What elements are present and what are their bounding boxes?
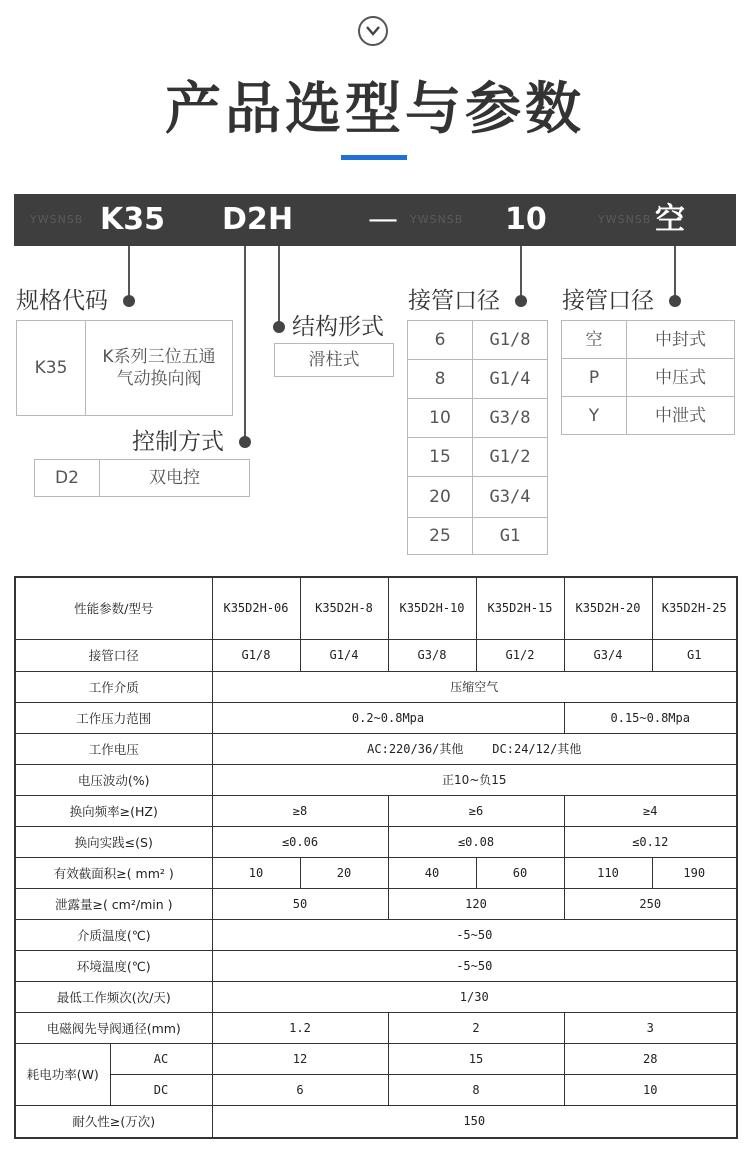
table-cell: 0.2~0.8Mpa bbox=[212, 702, 564, 733]
table-row bbox=[15, 639, 737, 671]
control-mode-label: 控制方式 bbox=[132, 429, 224, 455]
table-row bbox=[15, 1074, 737, 1105]
port-size-row bbox=[408, 321, 547, 359]
page-title: 产品选型与参数 bbox=[165, 77, 585, 142]
port-code: 20 bbox=[429, 487, 451, 507]
port-thread: G1/2 bbox=[472, 438, 547, 476]
row-label: 有效截面积≥( mm² ) bbox=[15, 857, 212, 888]
table-cell: ≤0.06 bbox=[212, 826, 388, 857]
port-code: 15 bbox=[429, 447, 451, 467]
structure-box bbox=[274, 343, 394, 377]
table-cell: -5~50 bbox=[212, 950, 737, 981]
spec-code-desc-line: K系列三位五通 bbox=[102, 347, 216, 367]
control-mode-box bbox=[34, 459, 250, 497]
port-size-row bbox=[408, 398, 547, 437]
table-cell: 150 bbox=[212, 1105, 737, 1138]
table-row bbox=[15, 795, 737, 826]
table-cell: 压缩空气 bbox=[212, 671, 737, 702]
table-cell: 10 bbox=[212, 857, 300, 888]
center-code: Y bbox=[588, 405, 600, 426]
table-row bbox=[15, 1105, 737, 1138]
table-cell: -5~50 bbox=[212, 919, 737, 950]
center-code: 空 bbox=[585, 329, 603, 350]
port-thread: G3/4 bbox=[472, 477, 547, 517]
row-label: 耐久性≥(万次) bbox=[15, 1105, 212, 1138]
connector-line bbox=[674, 246, 676, 301]
bullet-dot bbox=[123, 295, 135, 307]
table-cell: 50 bbox=[212, 888, 388, 919]
center-value: 中压式 bbox=[626, 359, 734, 396]
table-row bbox=[15, 919, 737, 950]
model-cell: K35D2H-25 bbox=[652, 577, 737, 639]
spec-table bbox=[14, 576, 738, 1139]
table-cell: G1/4 bbox=[300, 639, 388, 671]
table-row bbox=[15, 981, 737, 1012]
table-cell: 40 bbox=[388, 857, 476, 888]
structure-label: 结构形式 bbox=[292, 314, 384, 340]
row-label: 工作电压 bbox=[15, 733, 212, 764]
row-label: 环境温度(℃) bbox=[15, 950, 212, 981]
table-cell: 10 bbox=[564, 1074, 737, 1105]
port-size-row bbox=[408, 359, 547, 398]
table-row bbox=[15, 888, 737, 919]
row-label: 介质温度(℃) bbox=[15, 919, 212, 950]
structure-value: 滑柱式 bbox=[308, 350, 360, 370]
table-cell: AC:220/36/其他 DC:24/12/其他 bbox=[212, 733, 737, 764]
table-cell: 28 bbox=[564, 1043, 737, 1074]
table-row bbox=[15, 671, 737, 702]
scroll-down-button[interactable] bbox=[358, 16, 388, 46]
port-thread: G1/4 bbox=[472, 360, 547, 398]
control-mode-code: D2 bbox=[55, 468, 79, 488]
port-thread: G1/8 bbox=[472, 321, 547, 359]
table-row bbox=[15, 764, 737, 795]
bullet-dot bbox=[515, 295, 527, 307]
code-structure: H bbox=[268, 202, 294, 237]
row-label: 电磁阀先导阀通径(mm) bbox=[15, 1012, 212, 1043]
spec-code-value: K35 bbox=[34, 358, 68, 378]
table-cell: 8 bbox=[388, 1074, 564, 1105]
center-function-table bbox=[561, 320, 735, 435]
table-cell: G1 bbox=[652, 639, 737, 671]
table-row bbox=[15, 826, 737, 857]
sub-label: AC bbox=[110, 1043, 212, 1074]
table-cell: 正10~负15 bbox=[212, 764, 737, 795]
table-cell: 190 bbox=[652, 857, 737, 888]
center-function-row bbox=[562, 321, 734, 358]
code-port: 10 bbox=[505, 202, 547, 237]
port-size-row bbox=[408, 437, 547, 476]
table-cell: 120 bbox=[388, 888, 564, 919]
row-label: 接管口径 bbox=[15, 639, 212, 671]
bullet-dot bbox=[273, 321, 285, 333]
center-function-label: 接管口径 bbox=[562, 288, 654, 314]
table-cell: 1.2 bbox=[212, 1012, 388, 1043]
table-row bbox=[15, 1043, 737, 1074]
table-cell: 110 bbox=[564, 857, 652, 888]
table-cell: 60 bbox=[476, 857, 564, 888]
title-underline bbox=[341, 155, 407, 160]
table-cell: 12 bbox=[212, 1043, 388, 1074]
row-label: 最低工作频次(次/天) bbox=[15, 981, 212, 1012]
table-header-label: 性能参数/型号 bbox=[15, 577, 212, 639]
code-center: 空 bbox=[655, 202, 685, 237]
model-cell: K35D2H-20 bbox=[564, 577, 652, 639]
table-cell: ≤0.08 bbox=[388, 826, 564, 857]
connector-line bbox=[278, 246, 280, 326]
code-dash: — bbox=[368, 202, 398, 237]
table-cell: G3/4 bbox=[564, 639, 652, 671]
center-function-row bbox=[562, 358, 734, 396]
row-label: 换向频率≥(HZ) bbox=[15, 795, 212, 826]
table-cell: G1/2 bbox=[476, 639, 564, 671]
table-cell: ≤0.12 bbox=[564, 826, 737, 857]
table-cell: ≥8 bbox=[212, 795, 388, 826]
row-label: 工作压力范围 bbox=[15, 702, 212, 733]
table-cell: 3 bbox=[564, 1012, 737, 1043]
code-series: K35 bbox=[100, 202, 165, 237]
bullet-dot bbox=[669, 295, 681, 307]
port-code: 8 bbox=[434, 369, 446, 389]
spec-code-desc-line: 气动换向阀 bbox=[116, 369, 202, 389]
spec-code-box bbox=[16, 320, 233, 416]
spec-code-desc bbox=[85, 321, 232, 415]
connector-line bbox=[244, 246, 246, 441]
table-cell: 15 bbox=[388, 1043, 564, 1074]
table-row bbox=[15, 857, 737, 888]
port-thread: G3/8 bbox=[472, 399, 547, 437]
center-function-row bbox=[562, 396, 734, 434]
table-row bbox=[15, 733, 737, 764]
connector-line bbox=[128, 246, 130, 301]
port-thread: G1 bbox=[472, 518, 547, 554]
watermark: YWSNSB bbox=[598, 213, 652, 226]
model-cell: K35D2H-06 bbox=[212, 577, 300, 639]
code-control: D2 bbox=[222, 202, 268, 237]
table-row bbox=[15, 702, 737, 733]
spec-code-label: 规格代码 bbox=[16, 288, 108, 314]
table-cell: 250 bbox=[564, 888, 737, 919]
center-code: P bbox=[588, 367, 600, 388]
row-label: 电压波动(%) bbox=[15, 764, 212, 795]
connector-line bbox=[520, 246, 522, 301]
table-cell: 6 bbox=[212, 1074, 388, 1105]
watermark: YWSNSB bbox=[410, 213, 464, 226]
port-code: 10 bbox=[429, 408, 451, 428]
table-row bbox=[15, 950, 737, 981]
row-label: 泄露量≥( cm²/min ) bbox=[15, 888, 212, 919]
center-value: 中泄式 bbox=[626, 397, 734, 434]
table-row bbox=[15, 577, 737, 639]
watermark: YWSNSB bbox=[30, 213, 84, 226]
port-size-row bbox=[408, 517, 547, 554]
model-cell: K35D2H-8 bbox=[300, 577, 388, 639]
table-cell: 20 bbox=[300, 857, 388, 888]
port-size-label: 接管口径 bbox=[408, 288, 500, 314]
table-cell: 2 bbox=[388, 1012, 564, 1043]
table-cell: ≥4 bbox=[564, 795, 737, 826]
model-cell: K35D2H-10 bbox=[388, 577, 476, 639]
table-cell: 1/30 bbox=[212, 981, 737, 1012]
row-label: 换向实践≤(S) bbox=[15, 826, 212, 857]
port-size-row bbox=[408, 476, 547, 517]
row-label: 耗电功率(W) bbox=[15, 1043, 110, 1105]
port-code: 6 bbox=[434, 330, 446, 350]
control-mode-value: 双电控 bbox=[99, 460, 249, 496]
table-cell: G3/8 bbox=[388, 639, 476, 671]
table-cell: G1/8 bbox=[212, 639, 300, 671]
table-row bbox=[15, 1012, 737, 1043]
port-code: 25 bbox=[429, 526, 451, 546]
row-label: 工作介质 bbox=[15, 671, 212, 702]
chevron-down-icon bbox=[366, 26, 380, 36]
sub-label: DC bbox=[110, 1074, 212, 1105]
table-cell: ≥6 bbox=[388, 795, 564, 826]
bullet-dot bbox=[239, 436, 251, 448]
model-cell: K35D2H-15 bbox=[476, 577, 564, 639]
port-size-table bbox=[407, 320, 548, 555]
table-cell: 0.15~0.8Mpa bbox=[564, 702, 737, 733]
center-value: 中封式 bbox=[626, 321, 734, 358]
